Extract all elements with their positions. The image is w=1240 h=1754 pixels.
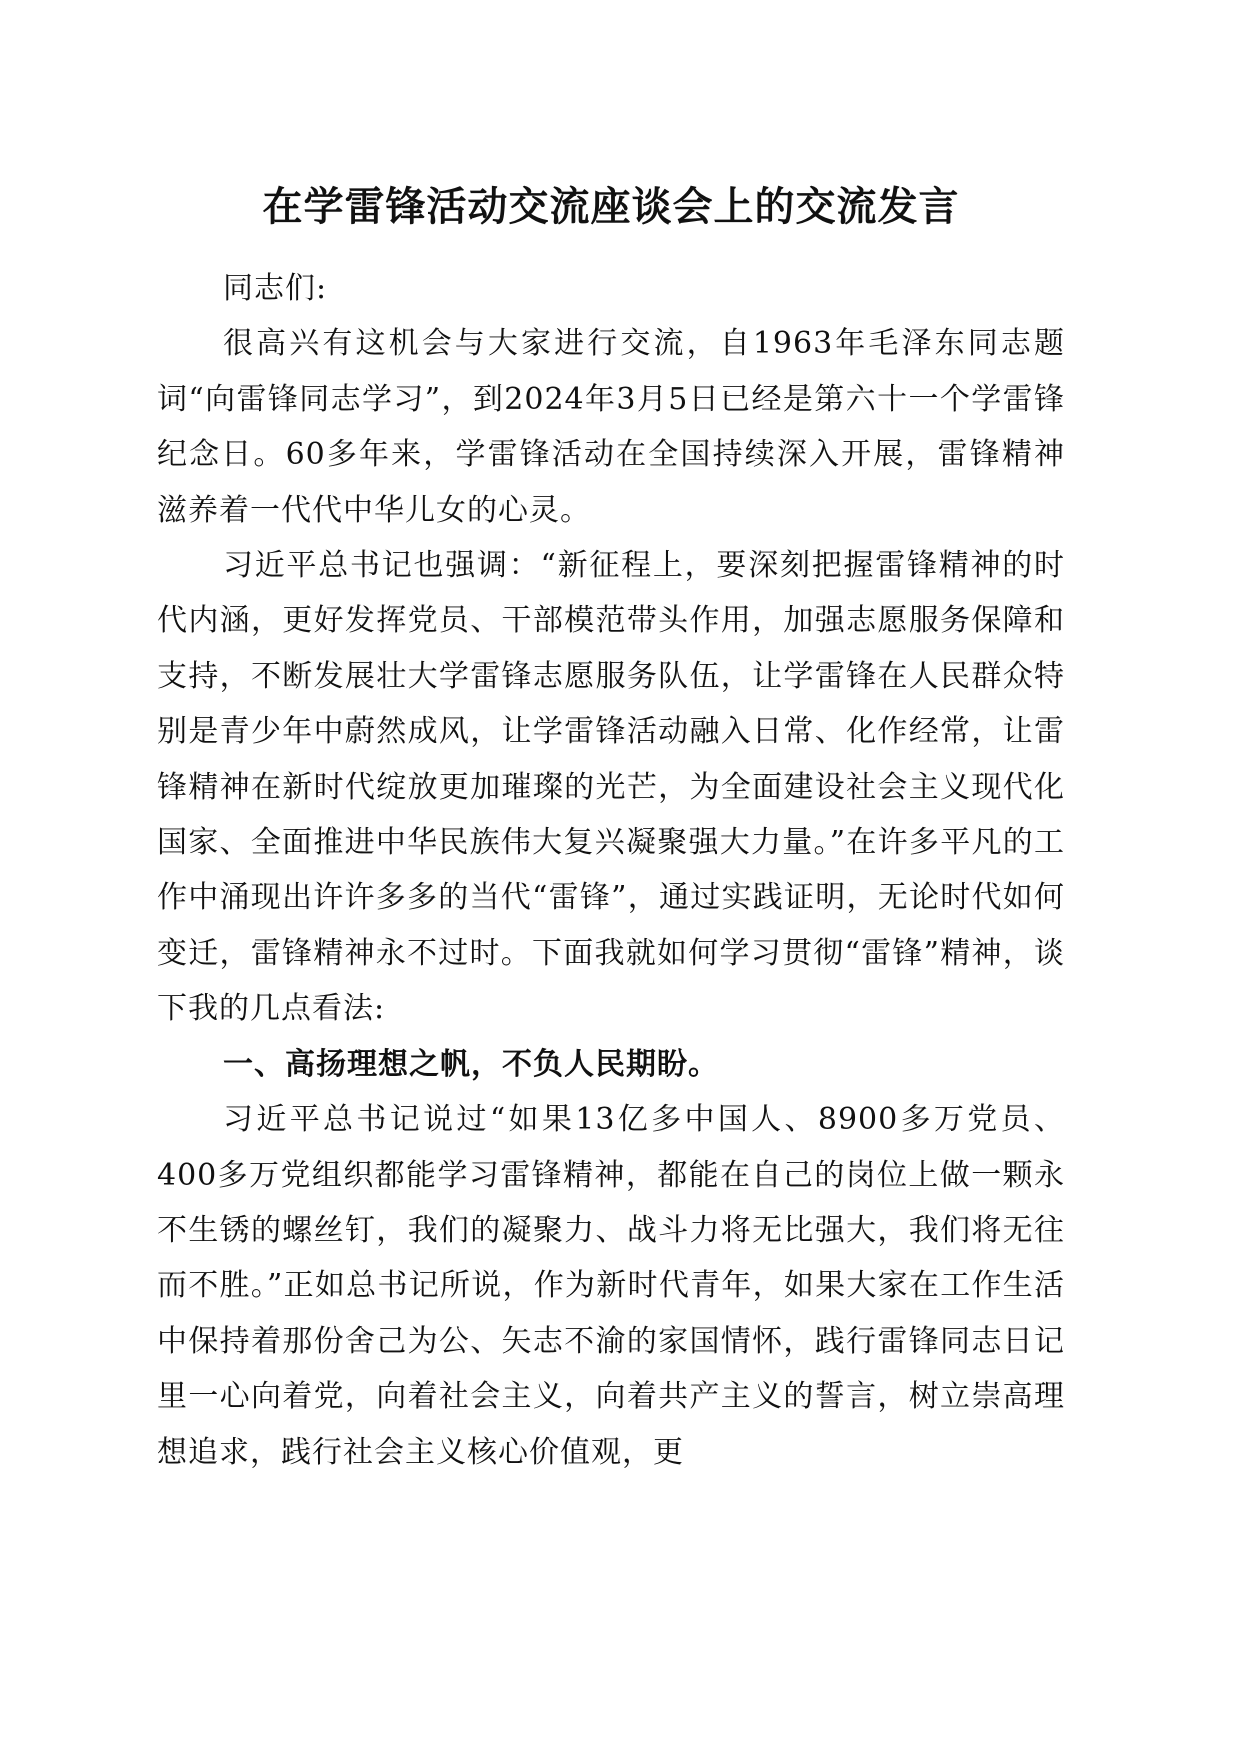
greeting: 同志们: xyxy=(223,271,328,306)
quote-paragraph: 习近平总书记也强调：“新征程上，要深刻把握雷锋精神的时代内涵，更好发挥党员、干部模范带头作用，加强志愿服务保障和支持，不断发展壮大学雷锋志愿服务队伍，让学雷锋在人民群众特别是青少年中蔚然成风，让学雷锋活动融入日常、化作经常，让雷锋精神在新时代绽放更加璀璨的光芒，为全面建设社会主义现代化国家、全面推进中华民族伟大复兴凝聚强大力量。”在许多平凡的工作中涌现出许许多多的当代“雷锋”，通过实践证明，无论时代如何变迁，雷锋精神永不过时。下面我就如何学习贯彻“雷锋”精神，谈下我的几点看法: xyxy=(157,548,1065,1027)
intro-paragraph: 很高兴有这机会与大家进行交流，自1963年毛泽东同志题词“向雷锋同志学习”，到2024年3月5日已经是第六十一个学雷锋纪念日。60多年来，学雷锋活动在全国持续深入开展，雷锋精神滋养着一代代中华儿女的心灵。 xyxy=(157,326,1065,528)
section-heading: 一、高扬理想之帆，不负人民期盼。 xyxy=(223,1046,719,1082)
document-body xyxy=(157,172,1065,1480)
section-paragraph: 习近平总书记说过“如果13亿多中国人、8900多万党员、400多万党组织都能学习雷锋精神，都能在自己的岗位上做一颗永不生锈的螺丝钉，我们的凝聚力、战斗力将无比强大，我们将无往而不胜。”正如总书记所说，作为新时代青年，如果大家在工作生活中保持着那份舍己为公、矢志不渝的家国情怀，践行雷锋同志日记里一心向着党，向着社会主义，向着共产主义的誓言，树立崇高理想追求，践行社会主义核心价值观，更 xyxy=(157,1102,1065,1470)
document-title: 在学雷锋活动交流座谈会上的交流发言 xyxy=(262,184,960,230)
